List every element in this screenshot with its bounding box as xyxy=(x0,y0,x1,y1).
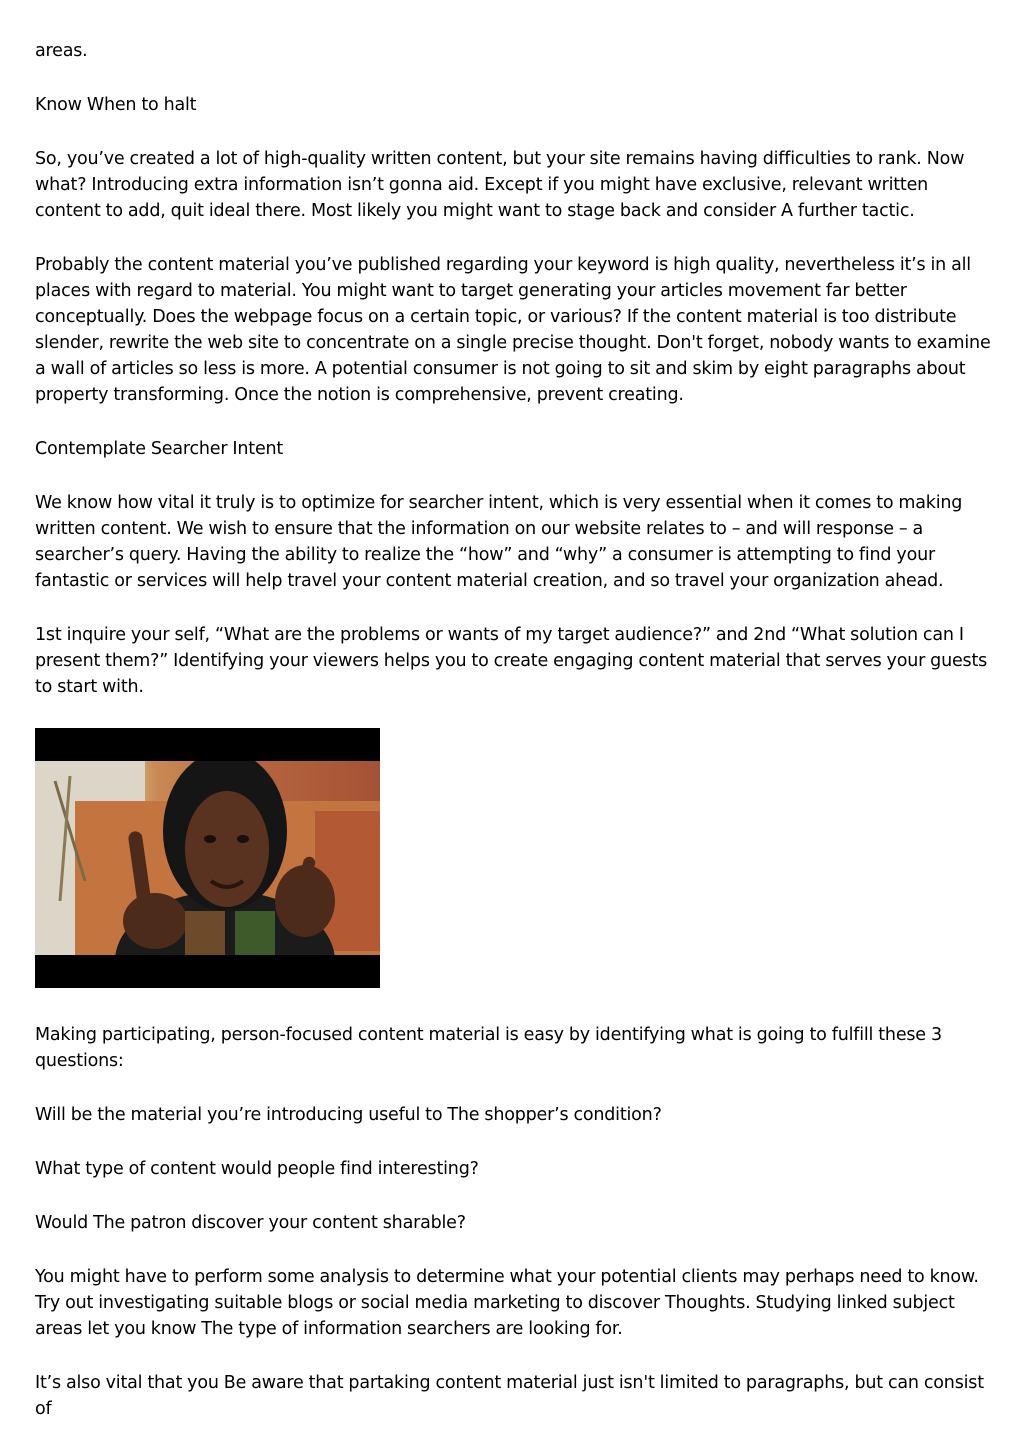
paragraph-high-quality-content: So, you’ve created a lot of high-quality written content, but your site remains having difficulties to rank. Now what? Introducing extra information isn’t gonna aid. Except if you might have exclusive, relevant written content to add, quit ideal there. Most likely you might want to stage back and consider A further tactic. xyxy=(35,149,965,221)
paragraph-areas: areas. xyxy=(35,41,88,61)
paragraph-analysis: You might have to perform some analysis to determine what your potential clients may perhaps need to know. Try out investigating suitable blogs or social media marketing to discover Thoughts. Studying linked subject areas let you know The type of information searchers are looking for. xyxy=(35,1267,979,1339)
paragraph-engaging-content: It’s also vital that you Be aware that partaking content material just isn't limited to paragraphs, but can consist of xyxy=(35,1373,984,1419)
question-useful: Will be the material you’re introducing useful to The shopper’s condition? xyxy=(35,1105,662,1125)
heading-searcher-intent: Contemplate Searcher Intent xyxy=(35,439,284,459)
question-sharable: Would The patron discover your content sharable? xyxy=(35,1213,466,1233)
paragraph-content-focus: Probably the content material you’ve published regarding your keyword is high quality, nevertheless it’s in all places with regard to material. You might want to target generating your articles movement far better conceptually. Does the webpage focus on a certain topic, or various? If the content material is too distribute slender, rewrite the web site to concentrate on a single precise thought. Don't forget, nobody wants to examine a wall of articles so less is more. A potential consumer is not going to sit and skim by eight paragraphs about property transforming. Once the notion is comprehensive, prevent creating. xyxy=(35,255,991,405)
video-frame xyxy=(35,761,380,955)
paragraph-three-questions: Making participating, person-focused content material is easy by identifying what is going to fulfill these 3 questions: xyxy=(35,1025,942,1071)
person-illustration xyxy=(35,761,380,955)
article-body xyxy=(35,38,995,1450)
paragraph-target-audience: 1st inquire your self, “What are the problems or wants of my target audience?” and 2nd “What solution can I present them?” Identifying your viewers helps you to create engaging content material that serves your guests to start with. xyxy=(35,625,988,697)
paragraph-optimize-intent: We know how vital it truly is to optimize for searcher intent, which is very essential when it comes to making written content. We wish to ensure that the information on our website relates to – and will response – a searcher’s query. Having the ability to realize the “how” and “why” a consumer is attempting to find your fantastic or services will help travel your content material creation, and so travel your organization ahead. xyxy=(35,493,963,591)
video-thumbnail-image xyxy=(35,728,380,988)
question-interesting: What type of content would people find interesting? xyxy=(35,1159,479,1179)
heading-know-when-to-halt: Know When to halt xyxy=(35,95,197,115)
